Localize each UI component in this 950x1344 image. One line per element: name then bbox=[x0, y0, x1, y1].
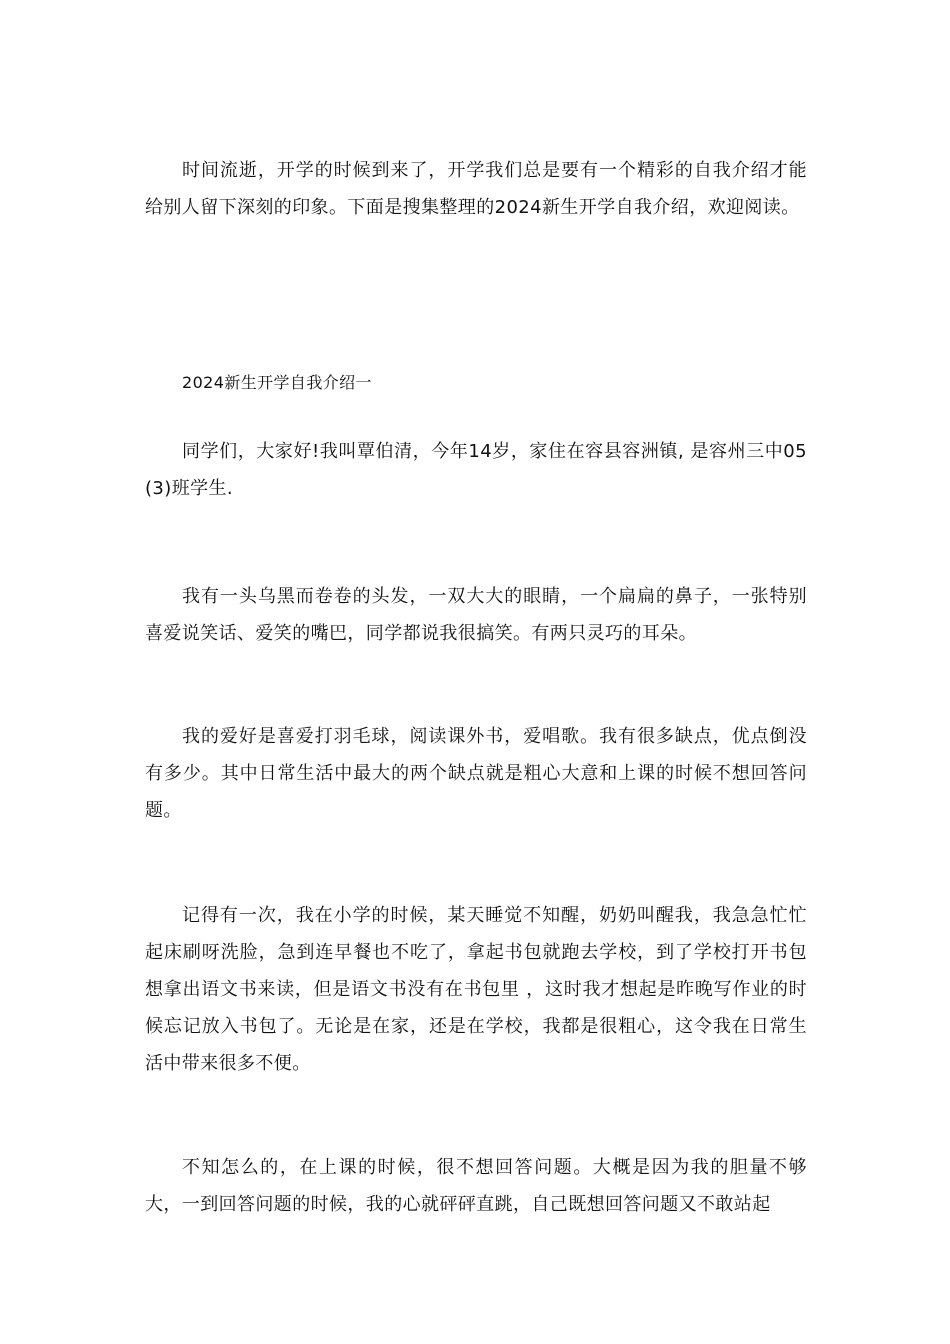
body-paragraph: 同学们，大家好!我叫覃伯清，今年14岁，家住在容县容洲镇, 是容州三中05(3)班学生. bbox=[145, 441, 807, 499]
body-paragraph: 不知怎么的，在上课的时候，很不想回答问题。大概是因为我的胆量不够大，一到回答问题的时候，我的心就砰砰直跳，自己既想回答问题又不敢站起 bbox=[145, 1157, 807, 1215]
intro-paragraph: 时间流逝，开学的时候到来了，开学我们总是要有一个精彩的自我介绍才能给别人留下深刻的印象。下面是搜集整理的2024新生开学自我介绍，欢迎阅读。 bbox=[145, 160, 807, 218]
section-heading: 2024新生开学自我介绍一 bbox=[182, 373, 372, 392]
body-paragraph: 记得有一次，我在小学的时候，某天睡觉不知醒，奶奶叫醒我，我急急忙忙起床刷呀洗脸，急到连早餐也不吃了，拿起书包就跑去学校，到了学校打开书包想拿出语文书来读，但是语文书没有在书包里 ，这时我才想起是昨晚写作业的时候忘记放入书包了。无论是在家，还是在学校，我都是很粗心，这令我在日常生活中带来很多不便。 bbox=[145, 905, 807, 1074]
body-paragraph: 我的爱好是喜爱打羽毛球，阅读课外书，爱唱歌。我有很多缺点，优点倒没有多少。其中日常生活中最大的两个缺点就是粗心大意和上课的时候不想回答问题。 bbox=[145, 726, 807, 821]
body-paragraph: 我有一头乌黑而卷卷的头发，一双大大的眼睛，一个扁扁的鼻子，一张特别喜爱说笑话、爱笑的嘴巴，同学都说我很搞笑。有两只灵巧的耳朵。 bbox=[145, 586, 807, 644]
